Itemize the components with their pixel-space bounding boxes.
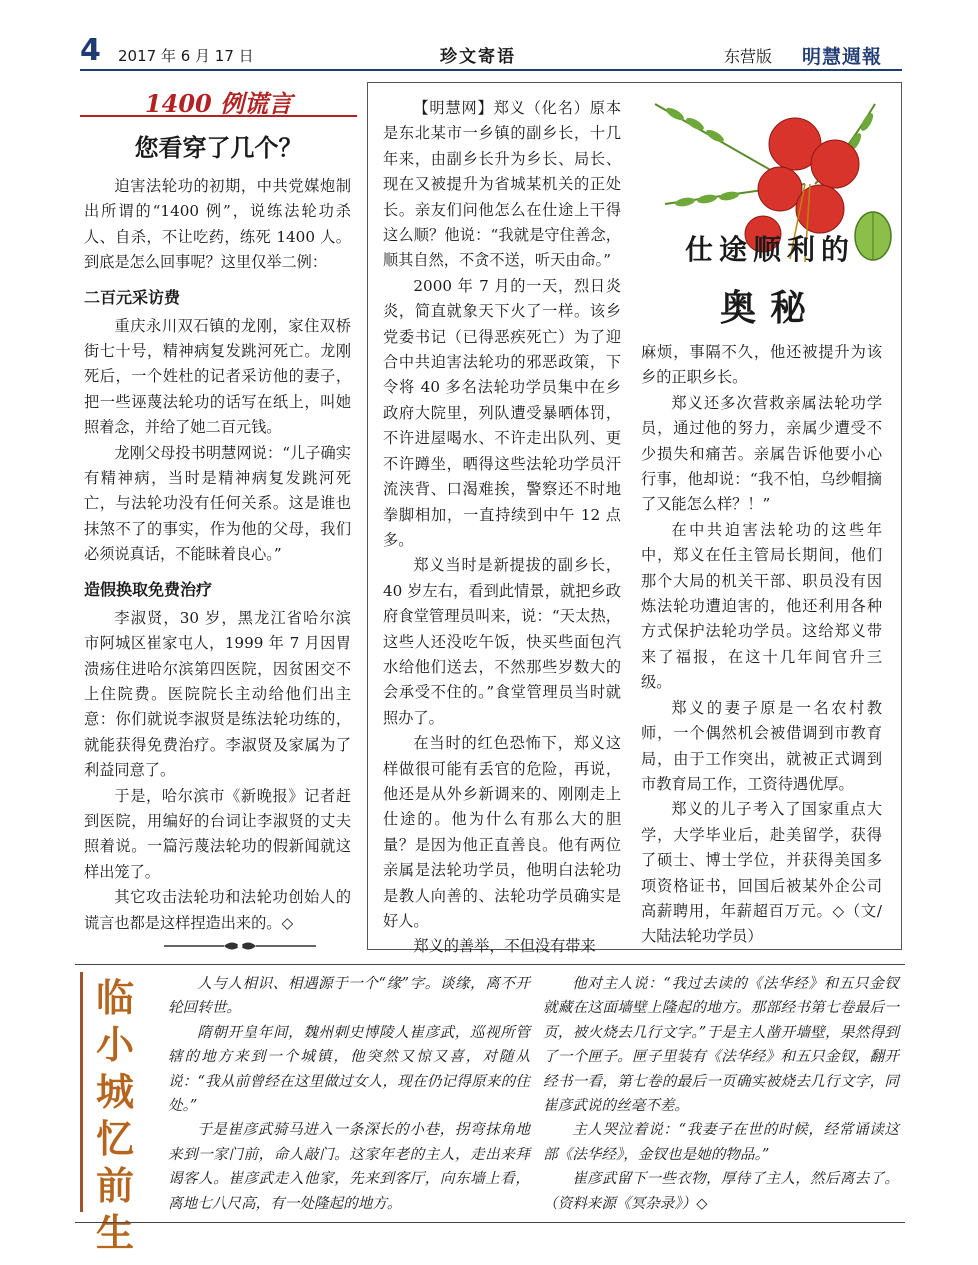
article3-title-char: 忆 <box>95 1116 134 1161</box>
section-divider <box>75 964 905 965</box>
article2-column2 <box>641 340 882 950</box>
article1-closing: 其它攻击法轮功和法轮功创始人的谎言也都是这样捏造出来的。◇ <box>84 888 351 932</box>
article1-section1-heading: 二百元采访费 <box>84 287 181 307</box>
article3-paragraph: 主人哭泣着说：“我妻子在世的时候，经常诵读这部《法华经》，金钗也是她的物品。” <box>543 1121 899 1163</box>
article3-paragraph: 人与人相识、相遇源于一个“缘”字。谈缘，离不开轮回转世。 <box>168 975 530 1017</box>
article1-section1-p2: 龙刚父母投书明慧网说：“儿子确实有精神病，当时是精神病复发跳河死亡，与法轮功没有任何关系。这是谁也抹煞不了的事实，作为他的父母，我们必须说真话，不能昧着良心。” <box>84 443 351 564</box>
ornament-divider-icon <box>160 938 320 954</box>
article1-section2-p1: 李淑贤，30 岁，黑龙江省哈尔滨市阿城区崔家屯人，1999 年 7 月因胃溃疡住进哈尔滨第四医院，因贫困交不上住院费。医院院长主动给他们出主意：你们就说李淑贤是练法轮功练的，就能获得免费治疗。李淑贤及家属为了利益同意了。 <box>84 608 351 780</box>
article1-subtitle: 您看穿了几个？ <box>134 134 303 162</box>
article1-title: 1400 例谎言 <box>144 89 293 118</box>
article3-paragraph: 隋朝开皇年间，魏州刺史博陵人崔彦武，巡视所管辖的地方来到一个城镇，他突然又惊又喜，对随从说：“我从前曾经在这里做过女人，现在仍记得原来的住处。” <box>168 1023 530 1115</box>
article2-paragraph: 在当时的红色恐怖下，郑义这样做很可能有丢官的危险，再说，他还是从外乡新调来的、刚刚走上仕途的。他为什么有那么大的胆量？是因为他正直善良。他有两位亲属是法轮功学员，他明白法轮功是教人向善的、法轮功学员确实是好人。 <box>383 734 621 930</box>
article2-paragraph: 2000 年 7 月的一天，烈日炎炎，简直就象天下火了一样。该乡党委书记（已得恶疾死亡）为了迎合中共迫害法轮功的邪恶政策，下令将 40 多名法轮功学员集中在乡政府大院里，列队遭受暴晒体罚，不许进屋喝水、不许走出队列、更不许蹲坐，晒得这些法轮功学员汗流浃背、口渴难挨，警察还不时地拳脚相加，一直持续到中午 12 点多。 <box>383 276 621 549</box>
section-title: 珍文寄语 <box>440 47 516 67</box>
article2-paragraph: 郑义当时是新提拔的副乡长，40 岁左右，看到此情景，就把乡政府食堂管理员叫来，说：“天太热，这些人还没吃午饭，快买些面包汽水给他们送去，不然那些岁数大的会承受不住的。”食堂管理员当时就照办了。 <box>383 556 621 727</box>
article2-paragraph: 郑义的妻子原是一名农村教师，一个偶然机会被借调到市教育局，由于工作突出，就被正式调到市教育局工作，工资待遇优厚。 <box>641 698 882 793</box>
article3-title-char: 前 <box>95 1163 134 1208</box>
page-number: 4 <box>80 33 101 68</box>
article3-title-char: 小 <box>95 1022 134 1067</box>
article1-body <box>84 174 351 936</box>
edition-label: 东营版 <box>724 47 773 66</box>
footer-rule <box>75 1222 905 1223</box>
issue-date: 2017 年 6 月 17 日 <box>118 47 254 65</box>
article1-intro: 迫害法轮功的初期，中共党媒炮制出所谓的“1400 例”，说练法轮功杀人、自杀，不让吃药，练死 1400 人。到底是怎么回事呢？这里仅举二例： <box>84 177 351 272</box>
article2-paragraph: 在中共迫害法轮功的这些年中，郑义在任主管局长期间，他们那个大局的机关干部、职员没有因炼法轮功遭迫害的，他还利用各种方式保护法轮功学员。这给郑义带来了福报，在这十几年间官升三级。 <box>641 520 882 692</box>
article3-title-char: 生 <box>95 1210 134 1255</box>
article3-paragraph: 他对主人说：“我过去读的《法华经》和五只金钗就藏在这面墙壁上隆起的地方。那部经书第七卷最后一页，被火烧去几行文字。”于是主人凿开墙壁，果然得到了一个匣子。匣子里装有《法华经》和五只金钗，翻开经书一看，第七卷的最后一页确实被烧去几行文字，同崔彦武说的丝毫不差。 <box>543 975 899 1115</box>
article3-paragraph: 于是崔彦武骑马进入一条深长的小巷，拐弯抹角地来到一家门前，命人敲门。这家年老的主人，走出来拜谒客人。崔彦武走入他家，先来到客厅，向东墙上看，离地七八尺高，有一处隆起的地方。 <box>168 1121 530 1212</box>
header-rule <box>80 69 902 71</box>
article2-paragraph: 郑义的善举，不但没有带来 <box>413 937 596 956</box>
article3-title-char: 城 <box>95 1069 134 1114</box>
article2-paragraph: 郑义还多次营救亲属法轮功学员，通过他的努力，亲属少遭受不少损失和痛苦。亲属告诉他要小心行事，他却说：“我不怕，乌纱帽摘了又能怎么样？！” <box>641 393 882 514</box>
article3-paragraph: 崔彦武留下一些衣物，厚待了主人，然后离去了。（资料来源《冥杂录》）◇ <box>543 1170 899 1212</box>
article2-column1 <box>383 96 621 960</box>
article3-column1 <box>168 972 530 1216</box>
article2-title-line2: 奥秘 <box>719 287 820 329</box>
article1-section1-p1: 重庆永川双石镇的龙刚，家住双桥街七十号，精神病复发跳河死亡。龙刚死后，一个姓杜的记者采访他的妻子，把一些诬蔑法轮功的话写在纸上，叫她照着念，并给了她二百元钱。 <box>84 316 351 437</box>
article1-section2-heading: 造假换取免费治疗 <box>84 579 213 599</box>
article3-title <box>90 974 140 1256</box>
article2-title-line1: 仕途顺利的 <box>684 233 855 266</box>
paper-name: 明慧週報 <box>802 46 883 68</box>
article1-section2-p2: 于是，哈尔滨市《新晚报》记者赶到医院，用编好的台词让李淑贤的丈夫照着说。一篇污蔑法轮功的假新闻就这样出笼了。 <box>84 786 351 881</box>
article2-paragraph: 郑义的儿子考入了国家重点大学，大学毕业后，赴美留学，获得了硕士、博士学位，并获得美国多项资格证书，回国后被某外企公司高薪聘用，年薪超百万元。◇（文/大陆法轮功学员） <box>641 800 882 946</box>
article2-continuation: 麻烦，事隔不久，他还被提升为该乡的正职乡长。 <box>641 343 882 387</box>
article3-column2 <box>543 972 899 1216</box>
article2-paragraph: 【明慧网】郑义（化名）原本是东北某市一乡镇的副乡长，十几年来，由副乡长升为乡长、局长、现在又被提升为省城某机关的正处长。亲友们问他怎么在仕途上干得这么顺？他说：“我就是守住善念，顺其自然，不贪不送，听天由命。” <box>383 99 621 270</box>
article3-title-char: 临 <box>95 975 134 1020</box>
